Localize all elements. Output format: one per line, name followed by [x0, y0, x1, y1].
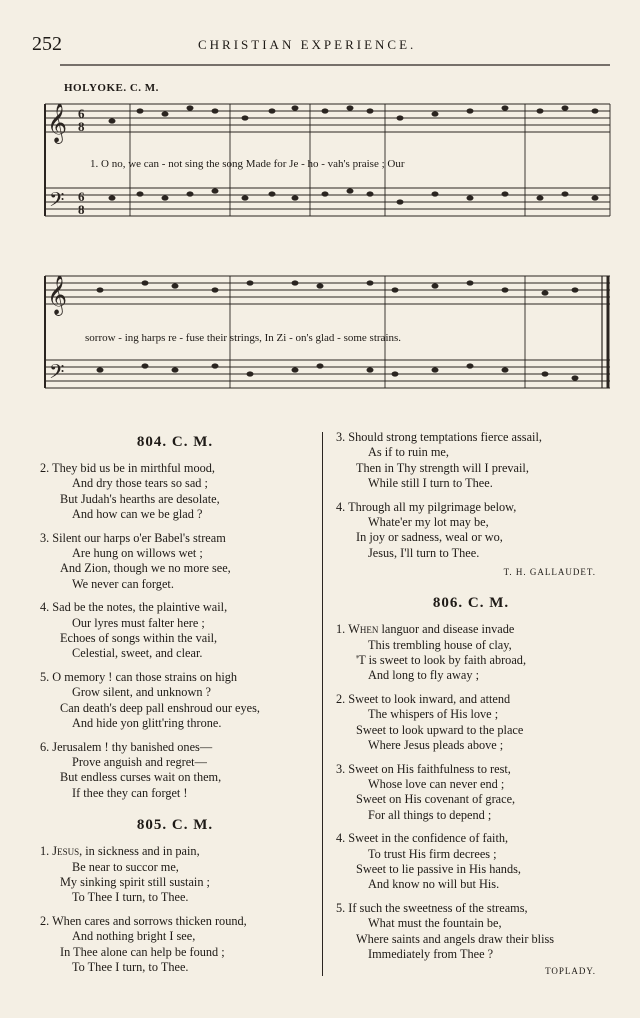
svg-text:6: 6	[78, 106, 85, 121]
hymn-805-verse-3: 3. Should strong temptations fierce assail, As if to ruin me, Then in Thy strength will I prevail, While still I turn to Thee.	[336, 430, 542, 491]
hymn-806-verse-3: 3. Sweet on His faithfulness to rest, Whose love can never end ; Sweet on His covenant of grace, For all things to depend ;	[336, 761, 516, 822]
hymn-805-author: T. H. GALLAUDET.	[503, 567, 596, 578]
running-title: CHRISTIAN EXPERIENCE.	[198, 37, 417, 52]
hymn-806-verse-5: 5. If such the sweetness of the streams, What must the fountain be, Where saints and angels draw their bliss Immediately from Thee ?	[336, 900, 555, 961]
tune-name: HOLYOKE. C. M.	[64, 82, 159, 94]
treble-clef-icon: 𝄞	[47, 277, 68, 314]
hymn-804-verse-2: 2. They bid us be in mirthful mood, And dry those tears so sad ; But Judah's hearths are desolate, And how can we be glad ?	[40, 461, 220, 522]
page-number: 252	[32, 33, 62, 55]
right-column	[336, 430, 606, 994]
hymn-804-verse-5: 5. O memory ! can those strains on high Grow silent, and unknown ? Can death's deep pall enshroud our eyes, And hide yon glitt'ring throne.	[40, 669, 260, 731]
svg-text:8: 8	[78, 202, 85, 217]
lyrics-line-1: 1. O no, we can - not sing the song Made for Je - ho - vah's praise ; Our	[90, 158, 405, 170]
hymn-806-verse-4: 4. Sweet in the confidence of faith, To trust His firm decrees ; Sweet to lie passive in His hands, And know no will but His.	[336, 831, 521, 892]
hymn-805-verse-4: 4. Through all my pilgrimage below, Whate'er my lot may be, In joy or sadness, weal or wo, Jesus, I'll turn to Thee.	[336, 499, 517, 560]
hymn-804-heading: 804. C. M.	[136, 434, 214, 450]
bass-clef-icon: 𝄢	[49, 190, 65, 216]
hymn-806-verse-1: 1. When languor and disease invade This trembling house of clay, 'T is sweet to look by faith abroad, And long to fly away ;	[336, 622, 527, 683]
column-divider	[322, 432, 323, 976]
hymn-804-verse-3: 3. Silent our harps o'er Babel's stream Are hung on willows wet ; And Zion, though we no more see, We never can forget.	[40, 530, 231, 591]
left-column	[40, 430, 310, 983]
music-system-2	[40, 268, 615, 418]
music-staff-system-1	[40, 96, 615, 246]
page-header	[28, 33, 612, 55]
bass-clef-icon: 𝄢	[49, 362, 65, 388]
music-system-1	[40, 96, 615, 246]
lyrics-line-2: sorrow - ing harps re - fuse their strings, In Zi - on's glad - some strains.	[85, 332, 402, 344]
hymn-804-verse-6: 6. Jerusalem ! thy banished ones— Prove anguish and regret— But endless curses wait on them, If thee they can forget !	[40, 739, 222, 800]
header-rule	[60, 64, 610, 67]
treble-clef-icon: 𝄞	[47, 105, 68, 142]
svg-text:8: 8	[78, 119, 85, 134]
hymn-806-verse-2: 2. Sweet to look inward, and attend The whispers of His love ; Sweet to look upward to the place Where Jesus pleads above ;	[336, 691, 524, 753]
hymn-804-verse-4: 4. Sad be the notes, the plaintive wail, Our lyres must falter here ; Echoes of songs within the vail, Celestial, sweet, and clear.	[40, 600, 228, 661]
hymn-805-verse-2: 2. When cares and sorrows thicken round, And nothing bright I see, In Thee alone can help be found ; To Thee I turn, to Thee.	[40, 913, 247, 974]
hymn-806-heading: 806. C. M.	[432, 595, 510, 612]
svg-text:6: 6	[78, 189, 85, 204]
hymn-805-heading: 805. C. M.	[136, 817, 214, 834]
hymn-805-verse-1: 1. Jesus, in sickness and in pain, Be near to succor me, My sinking spirit still sustain ; To Thee I turn, to Thee.	[40, 844, 210, 905]
hymn-806-author: TOPLADY.	[545, 966, 596, 977]
